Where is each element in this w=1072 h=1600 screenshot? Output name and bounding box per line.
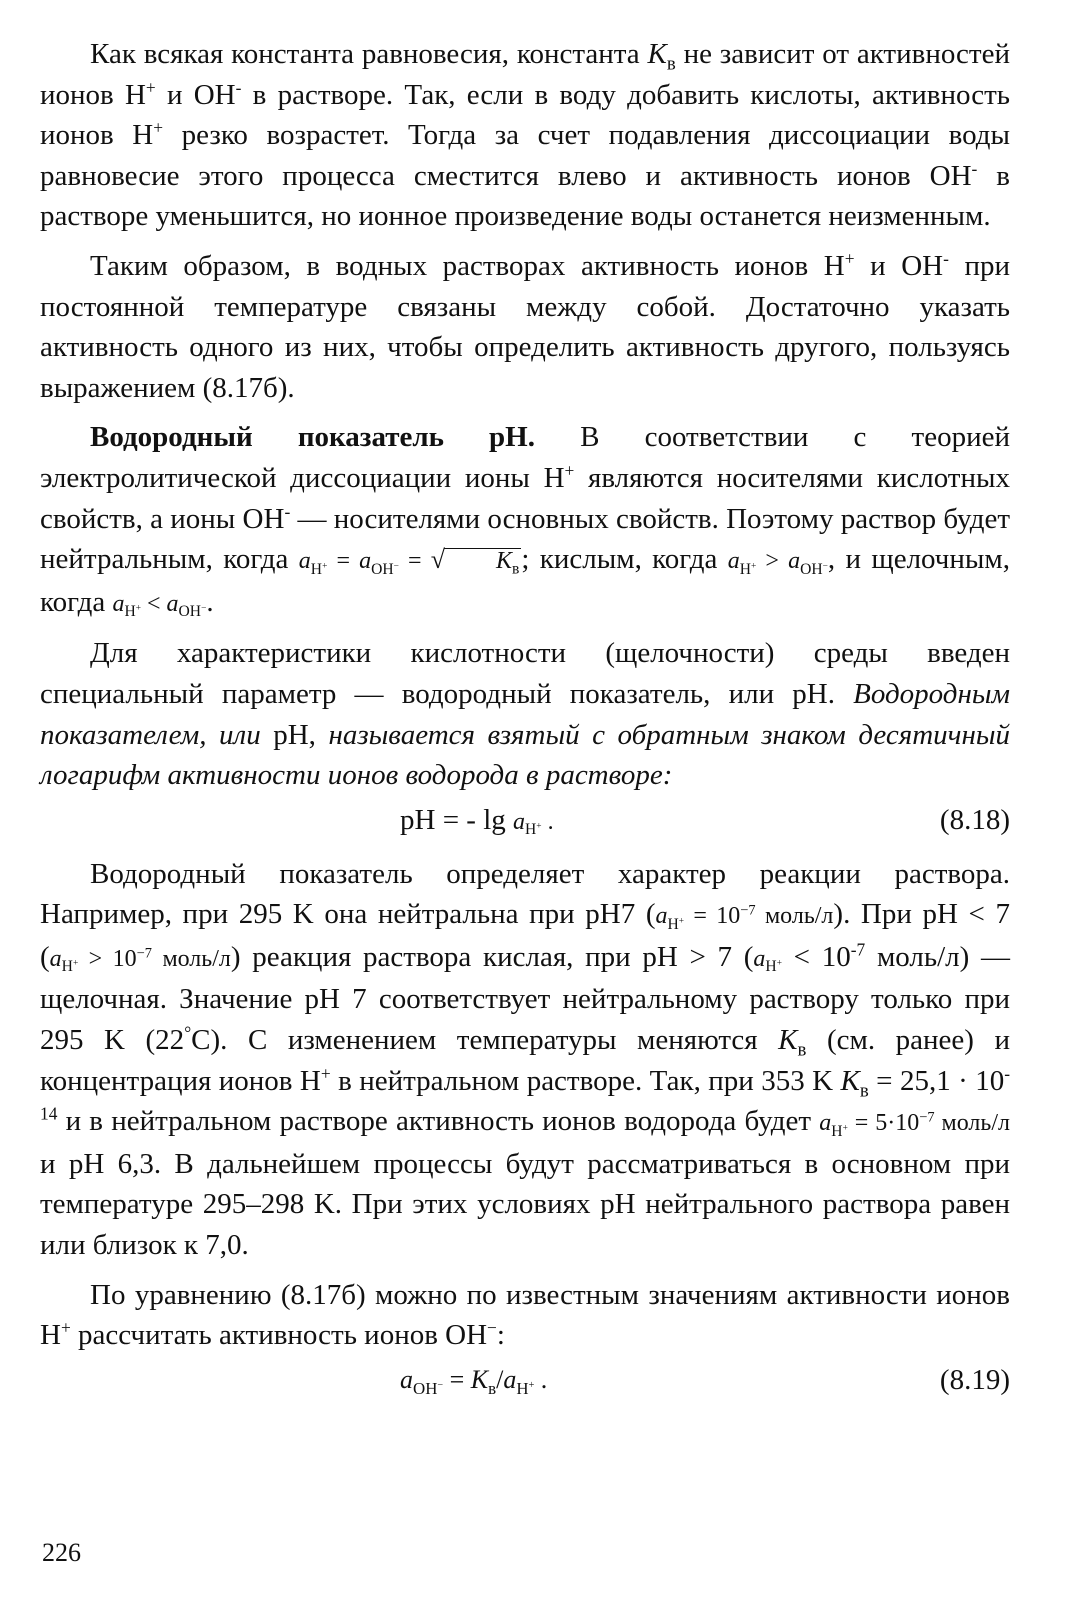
- text: pH,: [260, 718, 329, 751]
- section-heading: Водородный показатель pH.: [90, 421, 535, 454]
- text: C). С изменением температуры меняются: [191, 1024, 779, 1057]
- text: моль/л) — щелочная. Значение pH 7 соответствует нейтральному раствору только при 295 K (22: [40, 940, 1010, 1057]
- definition-text: Водородным показателем, или: [40, 677, 1010, 751]
- text: — носителями основных свойств. Поэтому раствор будет нейтральным, когда: [40, 502, 1010, 576]
- text: в растворе уменьшится, но ионное произведение воды останется неизменным.: [40, 159, 1010, 233]
- text: в нейтральном растворе. Так, при 353 K: [330, 1064, 841, 1097]
- text: = 25,1 · 10: [868, 1064, 1005, 1097]
- paragraph-3: [40, 417, 1010, 624]
- superscript: -: [943, 248, 949, 269]
- text: рассчитать активность ионов OH: [70, 1319, 488, 1352]
- superscript: +: [145, 77, 156, 98]
- text: ). При pH < 7 (: [40, 898, 1011, 973]
- paragraph-2: [40, 246, 1010, 408]
- superscript: -: [971, 158, 978, 179]
- text: Как всякая константа равновесия, константа: [90, 38, 648, 70]
- text: не зависит от активностей ионов H: [40, 38, 1010, 111]
- text: являются носителями кислотных свойств, а ионы OH: [40, 461, 1010, 535]
- math-neutral-value: $a_{H^+} = 10^{-7}$ моль/л: [655, 902, 834, 933]
- kw-symbol: K: [647, 38, 667, 70]
- math-neutral: $a_{H^+} = a_{OH^-}$ = √ $K_в$: [298, 545, 520, 578]
- paragraph-4: [40, 633, 1010, 795]
- text: ; кислым, когда: [521, 543, 728, 576]
- text: В соответствии с теорией электролитической диссоциации ионы H: [40, 421, 1010, 494]
- text: , и щелочным, когда: [40, 543, 1010, 618]
- math-acid-value: $a_{H^+} > 10^{-7}$ моль/л: [49, 945, 231, 976]
- equation-8-18: [40, 798, 1010, 844]
- superscript: +: [564, 460, 575, 481]
- text: и OH: [155, 78, 236, 111]
- math-alkaline-value: $a_{H^+}$: [753, 945, 782, 976]
- text: (см. ранее) и концентрация ионов H: [40, 1024, 1010, 1097]
- text: и pH 6,3. В дальнейшем процессы будут рассматриваться в основном при температуре 295–298 K. При этих условиях pH нейтрального раствора равен или близок к 7,0.: [40, 1147, 1010, 1262]
- definition-text: называется взятый с обратным знаком десятичный логарифм активности ионов водорода в растворе:: [40, 718, 1010, 792]
- superscript: +: [844, 248, 855, 269]
- text: :: [496, 1319, 505, 1352]
- text: при постоянной температуре связаны между собой. Достаточно указать активность одного из них, чтобы определить активность другого, пользуясь выражением (8.17б).: [40, 249, 1010, 404]
- text: .: [206, 585, 214, 618]
- paragraph-6: По уравнению (8.17б) можно по известным значениям активности ионов H+ рассчитать активность ионов OH−:: [40, 1278, 1010, 1352]
- math-353k-value: $a_{H^+} = 5\cdot 10^{-7}$ моль/л: [819, 1109, 1010, 1140]
- equation-8-19: [40, 1358, 1010, 1404]
- equation-number: (8.18): [939, 803, 1010, 836]
- text: и OH: [854, 249, 944, 282]
- text: Для характеристики кислотности (щелочности) среды введен специальный параметр — водородный показатель, или pH.: [40, 637, 1010, 710]
- equation-number: (8.19): [939, 1363, 1010, 1396]
- page-number: 226: [42, 1538, 81, 1567]
- superscript: +: [153, 117, 164, 138]
- superscript: -: [284, 501, 291, 522]
- superscript: -: [235, 77, 242, 98]
- kw-subscript: в: [666, 53, 676, 75]
- text: в растворе. Так, если в воду добавить кислоты, активность ионов H: [40, 78, 1010, 152]
- equation-formula: pH = - $\lg a_{H^+}$ .: [400, 803, 554, 839]
- page-body: [40, 34, 1010, 1414]
- text: По уравнению (8.17б) можно по известным значениям активности ионов H: [40, 1278, 1010, 1352]
- math-acidic: $a_{H^+} > a_{OH^-}$: [727, 548, 828, 578]
- paragraph-1: [40, 34, 1010, 237]
- text: Таким образом, в водных растворах активность ионов H: [90, 249, 845, 282]
- math-alkaline: $a_{H^+} < a_{OH^-}$: [112, 590, 207, 621]
- text: и в нейтральном растворе активность ионов водорода будет: [57, 1105, 820, 1138]
- equation-formula: $a_{OH^-} = K_в/a_{H^+}$ .: [400, 1364, 548, 1398]
- text: Водородный показатель определяет характер реакции раствора. Например, при 295 K она нейтральна при pH7 (: [40, 857, 1010, 931]
- text: ) реакция раствора кислая, при pH > 7 (: [230, 940, 754, 973]
- text: резко возрастет. Тогда за счет подавления диссоциации воды равновесие этого процесса сместится влево и активность ионов OH: [40, 119, 1010, 192]
- paragraph-5: Водородный показатель определяет характер реакции раствора. Например, при 295 K она нейтральна при pH7 ($a_{H^+} = 10^{-7}$ моль/л). При pH < 7 ($a_{H^+} > 10^{-7}$ моль/л) реакция раствора кислая, при pH > 7 ($a_{H^+} < 10^{-7}$ моль/л) — щелочная. Значение pH 7 соответствует нейтральному раствору только при 295 K (22°C). С изменением температуры меняются $K_в$ (см. ранее) и концентрация ионов H+ в нейтральном растворе. Так, при 353 K $K_в = 25,1 \cdot 10^{-14}$ и в нейтральном растворе активность ионов водорода будет $a_{H^+} = 5\cdot 10^{-7}$ моль/л и pH 6,3. В дальнейшем процессы будут рассматриваться в основном при температуре 295–298 K. При этих условиях pH нейтрального раствора равен или близок к 7,0.: [40, 857, 1011, 1262]
